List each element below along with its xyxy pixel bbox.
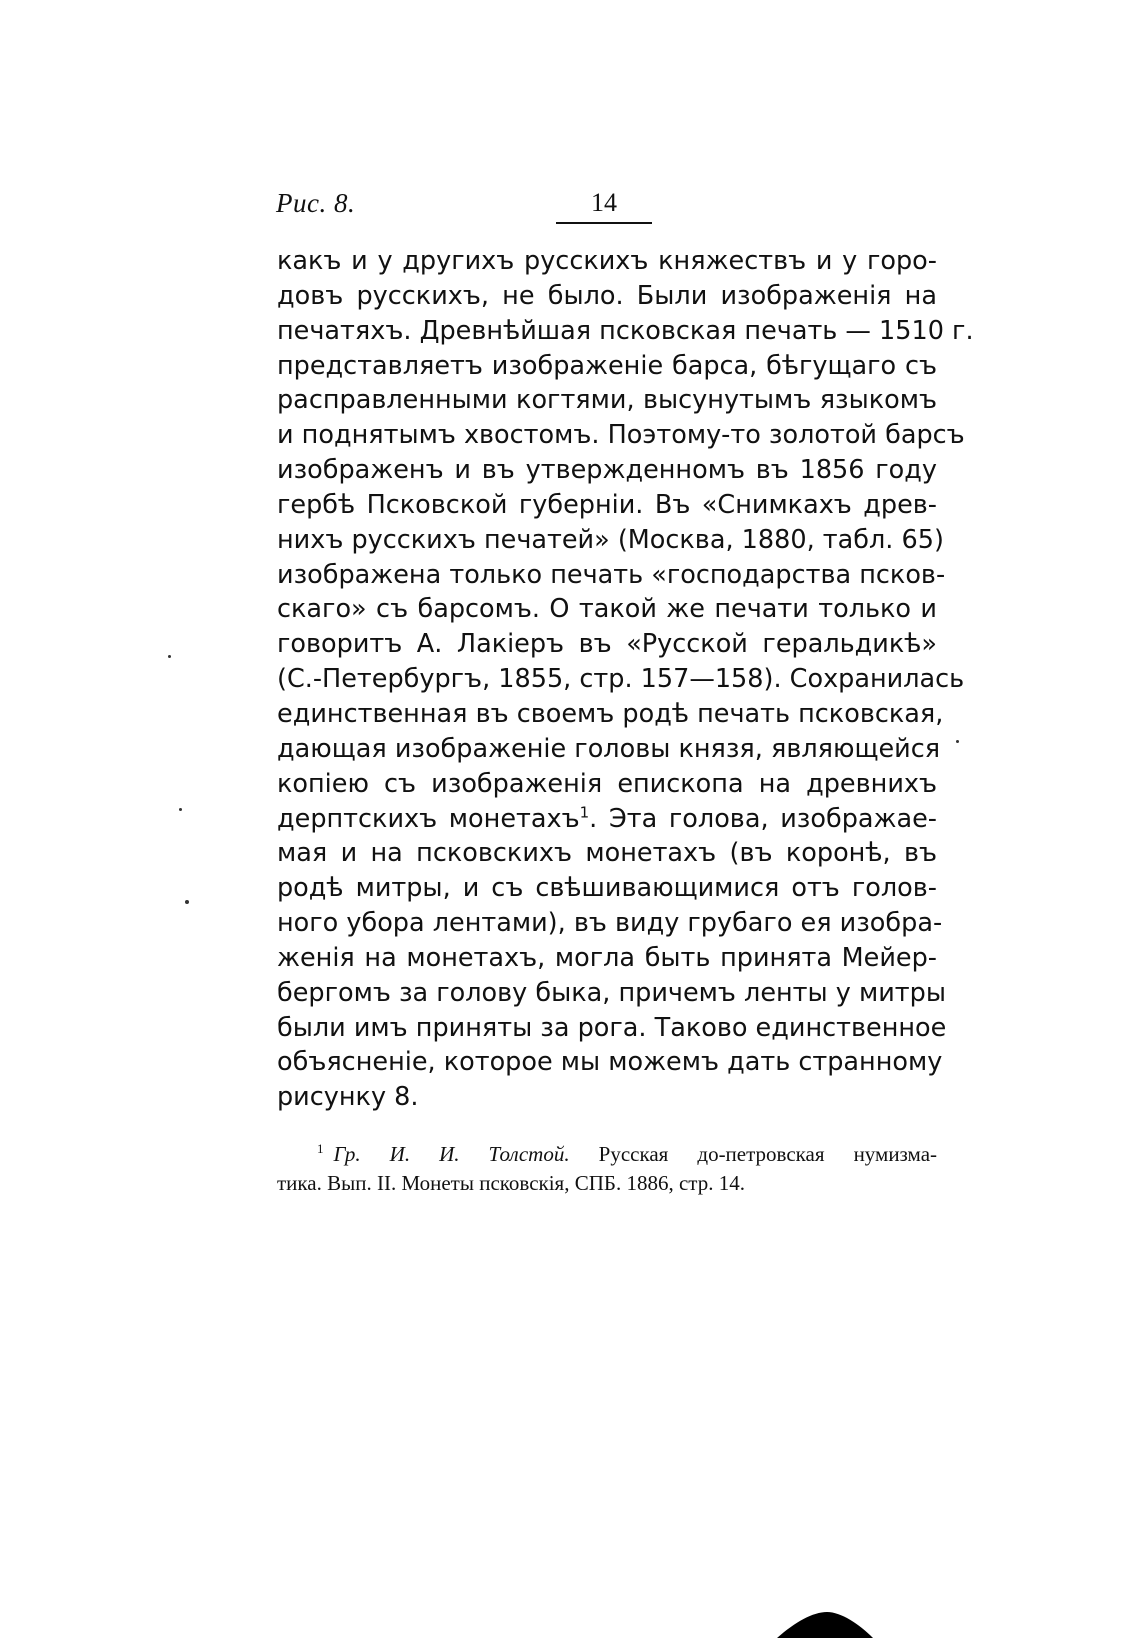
- text-segment: . Эта голова, изображае-: [589, 803, 937, 834]
- text-line: рисунку 8.: [277, 1082, 419, 1113]
- text-line: бергомъ за голову быка, причемъ ленты у митры: [277, 977, 946, 1008]
- scan-speck: [168, 655, 171, 658]
- footnote-line: тика. Вып. II. Монеты псковскія, СПБ. 1886, стр. 14.: [277, 1171, 745, 1195]
- page-header: [276, 188, 656, 224]
- footnote: [277, 1140, 937, 1198]
- text-line: объясненіе, которое мы можемъ дать странному: [277, 1047, 943, 1078]
- footnote-marker: 1: [579, 803, 590, 821]
- text-line: (С.-Петербургъ, 1855, стр. 157—158). Сохранилась: [277, 664, 965, 695]
- scan-speck: [956, 740, 959, 743]
- footnote-line: [277, 1140, 937, 1169]
- footnote-text: Русская до-петровская нумизма-: [598, 1142, 938, 1166]
- text-line: и поднятымъ хвостомъ. Поэтому-то золотой барсъ: [277, 420, 965, 451]
- scan-speck: [185, 900, 189, 904]
- figure-reference: Рис. 8.: [276, 188, 356, 218]
- text-line: родѣ митры, и съ свѣшивающимися отъ голов-: [277, 873, 937, 904]
- ink-blot: [775, 1600, 875, 1638]
- text-line: женія на монетахъ, могла быть принята Мейер-: [277, 942, 937, 973]
- text-line: печатяхъ. Древнѣйшая псковская печать — 1510 г.: [277, 315, 974, 346]
- text-line: гербѣ Псковской губерніи. Въ «Снимкахъ древ-: [277, 489, 937, 520]
- text-line: скаго» съ барсомъ. О такой же печати только и: [277, 594, 937, 625]
- text-line: какъ и у другихъ русскихъ княжествъ и у горо-: [277, 246, 937, 276]
- text-line: ного убора лентами), въ виду грубаго ея изобра-: [277, 908, 943, 939]
- text-line: мая и на псковскихъ монетахъ (въ коронѣ, въ: [277, 838, 937, 869]
- footnote-author: Гр. И. И. Толстой.: [333, 1142, 570, 1166]
- text-line: дающая изображеніе головы князя, являющейся: [277, 733, 941, 764]
- scan-speck: [179, 808, 182, 811]
- text-line-with-footnote: [277, 802, 937, 837]
- page-number: 14: [556, 188, 652, 224]
- text-line: изображена только печать «господарства псков-: [277, 559, 946, 590]
- text-line: единственная въ своемъ родѣ печать псковская,: [277, 698, 944, 729]
- text-segment: дерптскихъ монетахъ: [277, 803, 580, 834]
- text-line: расправленными когтями, высунутымъ языкомъ: [277, 385, 937, 416]
- text-line: изображенъ и въ утвержденномъ въ 1856 году: [277, 455, 937, 486]
- text-line: копіею съ изображенія епископа на древнихъ: [277, 768, 937, 799]
- text-line: довъ русскихъ, не было. Были изображенія на: [277, 280, 937, 311]
- text-line: говоритъ А. Лакіеръ въ «Русской геральдикѣ»: [277, 629, 937, 660]
- text-line: были имъ приняты за рога. Таково единственное: [277, 1012, 947, 1043]
- text-line: нихъ русскихъ печатей» (Москва, 1880, табл. 65): [277, 524, 944, 555]
- text-line: представляетъ изображеніе барса, бѣгущаго съ: [277, 350, 937, 381]
- footnote-number: 1: [317, 1141, 324, 1156]
- body-text: [277, 244, 974, 1115]
